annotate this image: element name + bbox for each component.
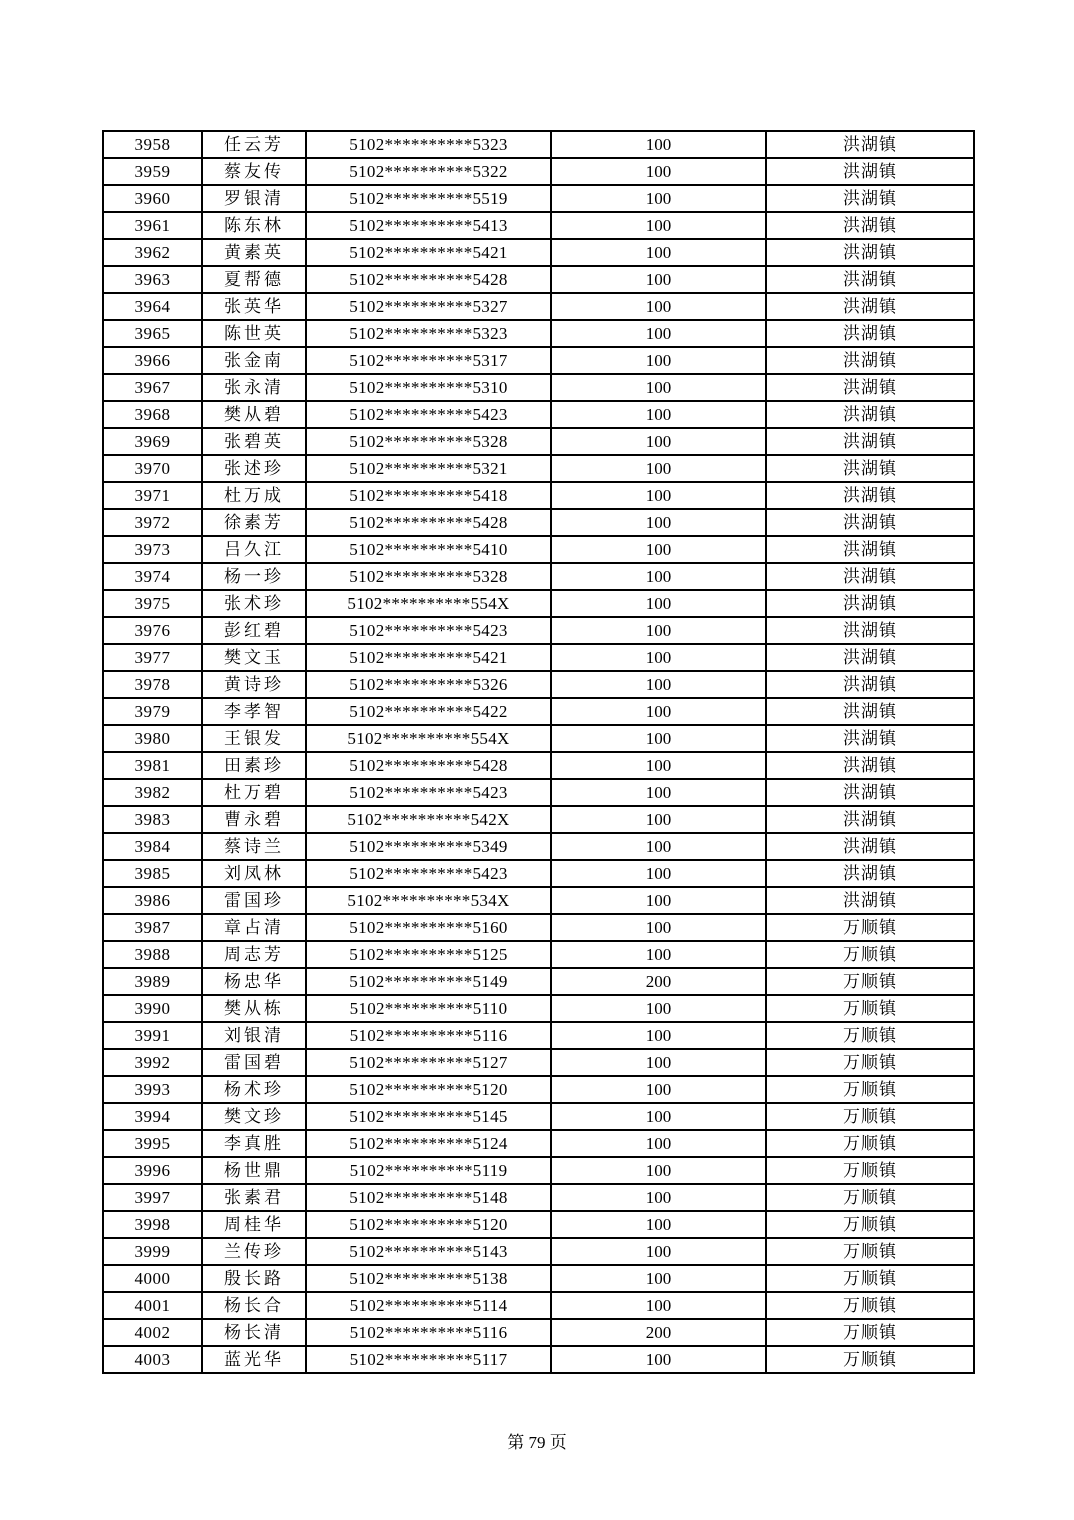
cell-town-name: 洪湖镇 bbox=[766, 374, 974, 401]
cell-id-number: 5102**********5421 bbox=[306, 644, 551, 671]
cell-person-name: 陈东林 bbox=[202, 212, 306, 239]
cell-town-name: 洪湖镇 bbox=[766, 293, 974, 320]
cell-town-name: 洪湖镇 bbox=[766, 536, 974, 563]
cell-town-name: 洪湖镇 bbox=[766, 617, 974, 644]
cell-person-name: 樊文玉 bbox=[202, 644, 306, 671]
cell-id-number: 5102**********5119 bbox=[306, 1157, 551, 1184]
cell-serial-number: 3964 bbox=[103, 293, 202, 320]
cell-id-number: 5102**********5145 bbox=[306, 1103, 551, 1130]
cell-person-name: 田素珍 bbox=[202, 752, 306, 779]
cell-person-name: 张术珍 bbox=[202, 590, 306, 617]
cell-town-name: 洪湖镇 bbox=[766, 887, 974, 914]
table-row bbox=[103, 806, 974, 833]
cell-person-name: 杜万碧 bbox=[202, 779, 306, 806]
cell-town-name: 万顺镇 bbox=[766, 1265, 974, 1292]
cell-id-number: 5102**********5418 bbox=[306, 482, 551, 509]
cell-town-name: 万顺镇 bbox=[766, 968, 974, 995]
cell-person-name: 张述珍 bbox=[202, 455, 306, 482]
cell-id-number: 5102**********5124 bbox=[306, 1130, 551, 1157]
cell-amount: 100 bbox=[551, 239, 766, 266]
table-row bbox=[103, 131, 974, 158]
table-row bbox=[103, 212, 974, 239]
table-row bbox=[103, 698, 974, 725]
table-row bbox=[103, 1076, 974, 1103]
cell-person-name: 刘银清 bbox=[202, 1022, 306, 1049]
cell-person-name: 黄素英 bbox=[202, 239, 306, 266]
table-row bbox=[103, 1103, 974, 1130]
cell-id-number: 5102**********5323 bbox=[306, 131, 551, 158]
table-row bbox=[103, 1157, 974, 1184]
cell-town-name: 洪湖镇 bbox=[766, 590, 974, 617]
cell-town-name: 洪湖镇 bbox=[766, 131, 974, 158]
cell-town-name: 万顺镇 bbox=[766, 1319, 974, 1346]
cell-person-name: 彭红碧 bbox=[202, 617, 306, 644]
cell-id-number: 5102**********5116 bbox=[306, 1022, 551, 1049]
cell-amount: 100 bbox=[551, 995, 766, 1022]
table-row bbox=[103, 860, 974, 887]
table-row bbox=[103, 590, 974, 617]
cell-amount: 100 bbox=[551, 1292, 766, 1319]
cell-serial-number: 4003 bbox=[103, 1346, 202, 1373]
cell-serial-number: 3963 bbox=[103, 266, 202, 293]
table-row bbox=[103, 914, 974, 941]
cell-town-name: 万顺镇 bbox=[766, 914, 974, 941]
cell-serial-number: 3967 bbox=[103, 374, 202, 401]
cell-serial-number: 3977 bbox=[103, 644, 202, 671]
cell-serial-number: 3966 bbox=[103, 347, 202, 374]
cell-amount: 100 bbox=[551, 1130, 766, 1157]
cell-town-name: 万顺镇 bbox=[766, 1103, 974, 1130]
table-row bbox=[103, 968, 974, 995]
table-row bbox=[103, 563, 974, 590]
cell-town-name: 万顺镇 bbox=[766, 1076, 974, 1103]
cell-id-number: 5102**********5413 bbox=[306, 212, 551, 239]
cell-amount: 100 bbox=[551, 941, 766, 968]
cell-id-number: 5102**********5120 bbox=[306, 1211, 551, 1238]
cell-person-name: 李孝智 bbox=[202, 698, 306, 725]
cell-town-name: 万顺镇 bbox=[766, 1346, 974, 1373]
cell-id-number: 5102**********5160 bbox=[306, 914, 551, 941]
cell-amount: 100 bbox=[551, 428, 766, 455]
table-row bbox=[103, 185, 974, 212]
table-row bbox=[103, 482, 974, 509]
cell-id-number: 5102**********5423 bbox=[306, 860, 551, 887]
cell-serial-number: 3986 bbox=[103, 887, 202, 914]
cell-person-name: 张素君 bbox=[202, 1184, 306, 1211]
cell-id-number: 5102**********5120 bbox=[306, 1076, 551, 1103]
cell-amount: 100 bbox=[551, 752, 766, 779]
roster-table bbox=[102, 130, 975, 1374]
cell-id-number: 5102**********5149 bbox=[306, 968, 551, 995]
cell-person-name: 雷国碧 bbox=[202, 1049, 306, 1076]
cell-serial-number: 3975 bbox=[103, 590, 202, 617]
cell-amount: 100 bbox=[551, 860, 766, 887]
cell-town-name: 万顺镇 bbox=[766, 1211, 974, 1238]
cell-id-number: 5102**********5125 bbox=[306, 941, 551, 968]
cell-town-name: 万顺镇 bbox=[766, 1049, 974, 1076]
table-body bbox=[103, 131, 974, 1373]
cell-town-name: 万顺镇 bbox=[766, 1022, 974, 1049]
cell-person-name: 杜万成 bbox=[202, 482, 306, 509]
table-row bbox=[103, 617, 974, 644]
cell-amount: 200 bbox=[551, 1319, 766, 1346]
table-row bbox=[103, 779, 974, 806]
cell-serial-number: 3999 bbox=[103, 1238, 202, 1265]
table-row bbox=[103, 1292, 974, 1319]
cell-town-name: 洪湖镇 bbox=[766, 860, 974, 887]
cell-amount: 100 bbox=[551, 563, 766, 590]
cell-town-name: 万顺镇 bbox=[766, 995, 974, 1022]
table-row bbox=[103, 428, 974, 455]
cell-person-name: 杨忠华 bbox=[202, 968, 306, 995]
table-row bbox=[103, 374, 974, 401]
cell-serial-number: 3959 bbox=[103, 158, 202, 185]
cell-id-number: 5102**********5328 bbox=[306, 428, 551, 455]
table-row bbox=[103, 266, 974, 293]
cell-town-name: 万顺镇 bbox=[766, 1184, 974, 1211]
cell-id-number: 5102**********5423 bbox=[306, 617, 551, 644]
cell-id-number: 5102**********5422 bbox=[306, 698, 551, 725]
cell-amount: 100 bbox=[551, 347, 766, 374]
cell-id-number: 5102**********5326 bbox=[306, 671, 551, 698]
cell-id-number: 5102**********554X bbox=[306, 725, 551, 752]
cell-town-name: 洪湖镇 bbox=[766, 644, 974, 671]
cell-serial-number: 3991 bbox=[103, 1022, 202, 1049]
table-row bbox=[103, 509, 974, 536]
cell-serial-number: 3971 bbox=[103, 482, 202, 509]
cell-serial-number: 3962 bbox=[103, 239, 202, 266]
cell-serial-number: 3988 bbox=[103, 941, 202, 968]
cell-person-name: 杨一珍 bbox=[202, 563, 306, 590]
cell-town-name: 洪湖镇 bbox=[766, 266, 974, 293]
cell-id-number: 5102**********5110 bbox=[306, 995, 551, 1022]
cell-person-name: 刘凤林 bbox=[202, 860, 306, 887]
cell-amount: 100 bbox=[551, 590, 766, 617]
cell-person-name: 张金南 bbox=[202, 347, 306, 374]
cell-serial-number: 3980 bbox=[103, 725, 202, 752]
cell-id-number: 5102**********5323 bbox=[306, 320, 551, 347]
cell-person-name: 杨世鼎 bbox=[202, 1157, 306, 1184]
cell-town-name: 洪湖镇 bbox=[766, 320, 974, 347]
cell-serial-number: 3984 bbox=[103, 833, 202, 860]
cell-person-name: 李真胜 bbox=[202, 1130, 306, 1157]
cell-amount: 100 bbox=[551, 536, 766, 563]
cell-person-name: 杨长清 bbox=[202, 1319, 306, 1346]
cell-serial-number: 3996 bbox=[103, 1157, 202, 1184]
cell-town-name: 洪湖镇 bbox=[766, 455, 974, 482]
cell-town-name: 洪湖镇 bbox=[766, 806, 974, 833]
cell-town-name: 洪湖镇 bbox=[766, 347, 974, 374]
cell-town-name: 洪湖镇 bbox=[766, 698, 974, 725]
cell-person-name: 樊从栋 bbox=[202, 995, 306, 1022]
cell-person-name: 周志芳 bbox=[202, 941, 306, 968]
cell-amount: 100 bbox=[551, 779, 766, 806]
cell-amount: 100 bbox=[551, 212, 766, 239]
cell-id-number: 5102**********5321 bbox=[306, 455, 551, 482]
cell-person-name: 章占清 bbox=[202, 914, 306, 941]
cell-serial-number: 3994 bbox=[103, 1103, 202, 1130]
cell-amount: 100 bbox=[551, 1238, 766, 1265]
cell-serial-number: 3985 bbox=[103, 860, 202, 887]
cell-amount: 100 bbox=[551, 293, 766, 320]
cell-town-name: 万顺镇 bbox=[766, 941, 974, 968]
cell-serial-number: 3969 bbox=[103, 428, 202, 455]
cell-serial-number: 3968 bbox=[103, 401, 202, 428]
cell-amount: 100 bbox=[551, 1157, 766, 1184]
cell-id-number: 5102**********5117 bbox=[306, 1346, 551, 1373]
cell-person-name: 蔡诗兰 bbox=[202, 833, 306, 860]
cell-amount: 100 bbox=[551, 320, 766, 347]
cell-town-name: 洪湖镇 bbox=[766, 239, 974, 266]
cell-amount: 100 bbox=[551, 725, 766, 752]
cell-serial-number: 3998 bbox=[103, 1211, 202, 1238]
cell-id-number: 5102**********5127 bbox=[306, 1049, 551, 1076]
cell-town-name: 万顺镇 bbox=[766, 1292, 974, 1319]
table-row bbox=[103, 1130, 974, 1157]
table-row bbox=[103, 347, 974, 374]
cell-person-name: 曹永碧 bbox=[202, 806, 306, 833]
cell-person-name: 张英华 bbox=[202, 293, 306, 320]
cell-person-name: 蔡友传 bbox=[202, 158, 306, 185]
cell-id-number: 5102**********5410 bbox=[306, 536, 551, 563]
cell-person-name: 张碧英 bbox=[202, 428, 306, 455]
cell-amount: 100 bbox=[551, 455, 766, 482]
cell-serial-number: 3974 bbox=[103, 563, 202, 590]
cell-serial-number: 3990 bbox=[103, 995, 202, 1022]
cell-id-number: 5102**********5423 bbox=[306, 401, 551, 428]
cell-person-name: 夏帮德 bbox=[202, 266, 306, 293]
cell-town-name: 洪湖镇 bbox=[766, 401, 974, 428]
cell-amount: 100 bbox=[551, 509, 766, 536]
table-row bbox=[103, 293, 974, 320]
cell-id-number: 5102**********5421 bbox=[306, 239, 551, 266]
cell-town-name: 洪湖镇 bbox=[766, 752, 974, 779]
cell-id-number: 5102**********542X bbox=[306, 806, 551, 833]
cell-id-number: 5102**********5423 bbox=[306, 779, 551, 806]
cell-person-name: 任云芳 bbox=[202, 131, 306, 158]
cell-serial-number: 3992 bbox=[103, 1049, 202, 1076]
cell-amount: 100 bbox=[551, 806, 766, 833]
cell-amount: 100 bbox=[551, 1022, 766, 1049]
cell-id-number: 5102**********5349 bbox=[306, 833, 551, 860]
cell-amount: 200 bbox=[551, 968, 766, 995]
cell-amount: 100 bbox=[551, 374, 766, 401]
cell-amount: 100 bbox=[551, 401, 766, 428]
cell-town-name: 万顺镇 bbox=[766, 1238, 974, 1265]
cell-serial-number: 3989 bbox=[103, 968, 202, 995]
cell-person-name: 蓝光华 bbox=[202, 1346, 306, 1373]
cell-serial-number: 3976 bbox=[103, 617, 202, 644]
cell-person-name: 张永清 bbox=[202, 374, 306, 401]
cell-amount: 100 bbox=[551, 1211, 766, 1238]
cell-town-name: 洪湖镇 bbox=[766, 212, 974, 239]
cell-person-name: 兰传珍 bbox=[202, 1238, 306, 1265]
table-row bbox=[103, 941, 974, 968]
cell-amount: 100 bbox=[551, 887, 766, 914]
table-row bbox=[103, 1211, 974, 1238]
cell-serial-number: 3987 bbox=[103, 914, 202, 941]
cell-amount: 100 bbox=[551, 914, 766, 941]
cell-id-number: 5102**********5428 bbox=[306, 509, 551, 536]
cell-serial-number: 3982 bbox=[103, 779, 202, 806]
cell-amount: 100 bbox=[551, 1184, 766, 1211]
cell-serial-number: 3960 bbox=[103, 185, 202, 212]
table-row bbox=[103, 995, 974, 1022]
cell-amount: 100 bbox=[551, 1265, 766, 1292]
table-row bbox=[103, 1238, 974, 1265]
cell-person-name: 徐素芳 bbox=[202, 509, 306, 536]
cell-id-number: 5102**********5138 bbox=[306, 1265, 551, 1292]
cell-amount: 100 bbox=[551, 266, 766, 293]
table-row bbox=[103, 887, 974, 914]
cell-amount: 100 bbox=[551, 644, 766, 671]
roster-table-container bbox=[102, 130, 975, 1374]
cell-town-name: 洪湖镇 bbox=[766, 185, 974, 212]
table-row bbox=[103, 1265, 974, 1292]
cell-town-name: 万顺镇 bbox=[766, 1157, 974, 1184]
cell-person-name: 吕久江 bbox=[202, 536, 306, 563]
table-row bbox=[103, 536, 974, 563]
cell-amount: 100 bbox=[551, 698, 766, 725]
cell-town-name: 洪湖镇 bbox=[766, 833, 974, 860]
cell-id-number: 5102**********5116 bbox=[306, 1319, 551, 1346]
table-row bbox=[103, 455, 974, 482]
cell-serial-number: 3981 bbox=[103, 752, 202, 779]
table-row bbox=[103, 401, 974, 428]
cell-amount: 100 bbox=[551, 131, 766, 158]
cell-town-name: 洪湖镇 bbox=[766, 671, 974, 698]
table-row bbox=[103, 1184, 974, 1211]
cell-person-name: 樊文珍 bbox=[202, 1103, 306, 1130]
cell-amount: 100 bbox=[551, 617, 766, 644]
cell-id-number: 5102**********5114 bbox=[306, 1292, 551, 1319]
cell-town-name: 洪湖镇 bbox=[766, 158, 974, 185]
cell-amount: 100 bbox=[551, 185, 766, 212]
table-row bbox=[103, 1319, 974, 1346]
cell-town-name: 洪湖镇 bbox=[766, 509, 974, 536]
cell-id-number: 5102**********5428 bbox=[306, 752, 551, 779]
cell-person-name: 殷长路 bbox=[202, 1265, 306, 1292]
cell-serial-number: 4002 bbox=[103, 1319, 202, 1346]
cell-amount: 100 bbox=[551, 1346, 766, 1373]
table-row bbox=[103, 1049, 974, 1076]
cell-town-name: 洪湖镇 bbox=[766, 779, 974, 806]
cell-serial-number: 3965 bbox=[103, 320, 202, 347]
cell-town-name: 洪湖镇 bbox=[766, 563, 974, 590]
cell-serial-number: 3993 bbox=[103, 1076, 202, 1103]
cell-id-number: 5102**********5143 bbox=[306, 1238, 551, 1265]
table-row bbox=[103, 320, 974, 347]
cell-serial-number: 3973 bbox=[103, 536, 202, 563]
cell-serial-number: 3997 bbox=[103, 1184, 202, 1211]
cell-serial-number: 4000 bbox=[103, 1265, 202, 1292]
table-row bbox=[103, 833, 974, 860]
table-row bbox=[103, 671, 974, 698]
cell-id-number: 5102**********5328 bbox=[306, 563, 551, 590]
cell-person-name: 雷国珍 bbox=[202, 887, 306, 914]
table-row bbox=[103, 752, 974, 779]
cell-person-name: 王银发 bbox=[202, 725, 306, 752]
cell-amount: 100 bbox=[551, 158, 766, 185]
cell-serial-number: 3978 bbox=[103, 671, 202, 698]
cell-person-name: 周桂华 bbox=[202, 1211, 306, 1238]
page-number-footer: 第 79 页 bbox=[507, 1433, 567, 1452]
cell-id-number: 5102**********5322 bbox=[306, 158, 551, 185]
table-row bbox=[103, 1346, 974, 1373]
cell-serial-number: 3972 bbox=[103, 509, 202, 536]
table-row bbox=[103, 1022, 974, 1049]
cell-town-name: 洪湖镇 bbox=[766, 482, 974, 509]
cell-town-name: 洪湖镇 bbox=[766, 725, 974, 752]
table-row bbox=[103, 239, 974, 266]
cell-amount: 100 bbox=[551, 833, 766, 860]
cell-amount: 100 bbox=[551, 671, 766, 698]
cell-id-number: 5102**********5519 bbox=[306, 185, 551, 212]
cell-serial-number: 3979 bbox=[103, 698, 202, 725]
cell-person-name: 罗银清 bbox=[202, 185, 306, 212]
cell-person-name: 陈世英 bbox=[202, 320, 306, 347]
cell-id-number: 5102**********5327 bbox=[306, 293, 551, 320]
cell-id-number: 5102**********5317 bbox=[306, 347, 551, 374]
cell-amount: 100 bbox=[551, 1049, 766, 1076]
table-row bbox=[103, 725, 974, 752]
cell-id-number: 5102**********5148 bbox=[306, 1184, 551, 1211]
cell-amount: 100 bbox=[551, 482, 766, 509]
table-row bbox=[103, 644, 974, 671]
cell-id-number: 5102**********534X bbox=[306, 887, 551, 914]
cell-serial-number: 3961 bbox=[103, 212, 202, 239]
cell-serial-number: 3970 bbox=[103, 455, 202, 482]
cell-id-number: 5102**********5310 bbox=[306, 374, 551, 401]
cell-id-number: 5102**********554X bbox=[306, 590, 551, 617]
cell-id-number: 5102**********5428 bbox=[306, 266, 551, 293]
cell-person-name: 樊从碧 bbox=[202, 401, 306, 428]
cell-town-name: 洪湖镇 bbox=[766, 428, 974, 455]
cell-serial-number: 4001 bbox=[103, 1292, 202, 1319]
cell-serial-number: 3958 bbox=[103, 131, 202, 158]
table-row bbox=[103, 158, 974, 185]
cell-person-name: 杨术珍 bbox=[202, 1076, 306, 1103]
cell-serial-number: 3983 bbox=[103, 806, 202, 833]
cell-amount: 100 bbox=[551, 1076, 766, 1103]
cell-serial-number: 3995 bbox=[103, 1130, 202, 1157]
cell-town-name: 万顺镇 bbox=[766, 1130, 974, 1157]
cell-amount: 100 bbox=[551, 1103, 766, 1130]
cell-person-name: 杨长合 bbox=[202, 1292, 306, 1319]
cell-person-name: 黄诗珍 bbox=[202, 671, 306, 698]
